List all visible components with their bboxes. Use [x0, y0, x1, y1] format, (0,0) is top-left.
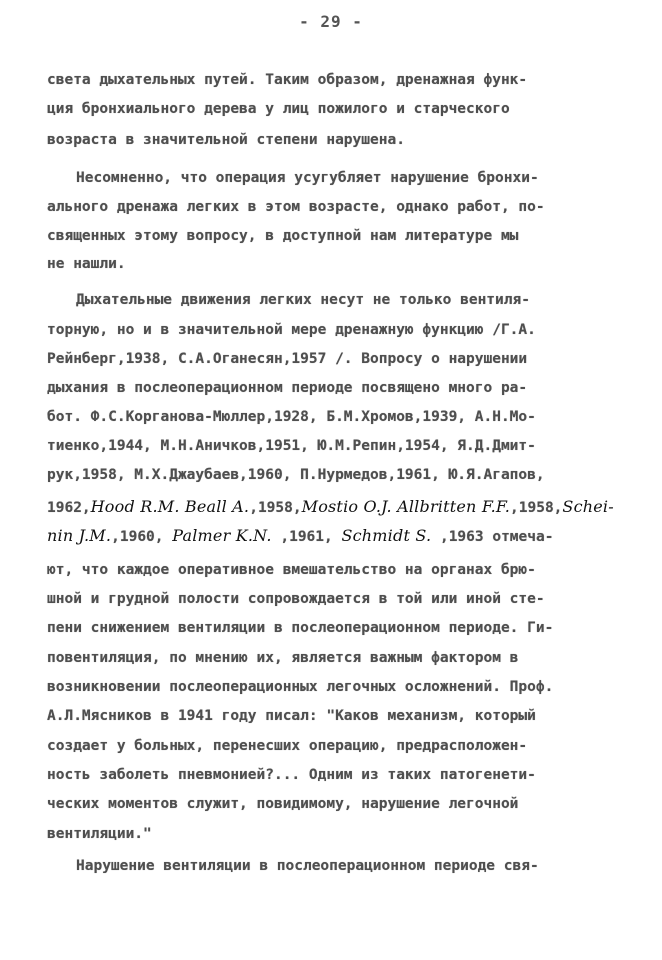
- typed-text: ческих моментов служит, повидимому, нарушение легочной: [47, 796, 519, 812]
- text-line: [47, 380, 619, 396]
- typed-text: повентиляция, по мнению их, является важным фактором в: [47, 650, 519, 666]
- typed-text: шной и грудной полости сопровождается в той или иной сте-: [47, 591, 545, 607]
- typed-text: ,1960,: [111, 529, 173, 545]
- text-line: [76, 170, 619, 186]
- typed-text: возникновении послеоперационных легочных осложнений. Проф.: [47, 679, 554, 695]
- typed-text: света дыхательных путей. Таким образом, дренажная функ-: [47, 72, 528, 88]
- text-line: [47, 438, 619, 454]
- typed-text: ют, что каждое оперативное вмешательство на органах брю-: [47, 562, 536, 578]
- typed-text: создает у больных, перенесших операцию, предрасположен-: [47, 738, 528, 754]
- text-line: [47, 796, 619, 812]
- typed-text: рук,1958, М.Х.Джаубаев,1960, П.Нурмедов,1961, Ю.Я.Агапов,: [47, 467, 545, 483]
- text-line: [47, 591, 619, 607]
- typed-text: ,1958,: [249, 500, 302, 516]
- text-line: [47, 322, 619, 338]
- text-line: [47, 738, 619, 754]
- typed-text: бот. Ф.С.Корганова-Мюллер,1928, Б.М.Хромов,1939, А.Н.Мо-: [47, 409, 536, 425]
- typed-text: ,1961,: [271, 529, 342, 545]
- text-line: [76, 292, 619, 308]
- handwritten-citation: Palmer K.N.: [172, 526, 272, 545]
- handwritten-citation: Schei-: [562, 497, 614, 516]
- typed-text: ,1958,: [510, 500, 563, 516]
- typed-text: тиенко,1944, М.Н.Аничков,1951, Ю.М.Репин,1954, Я.Д.Дмит-: [47, 438, 536, 454]
- text-line: [47, 256, 619, 272]
- typed-text: пени снижением вентиляции в послеоперационном периоде. Ги-: [47, 620, 554, 636]
- text-line: [47, 497, 619, 516]
- text-line: [47, 199, 619, 215]
- text-line: [47, 228, 619, 244]
- typed-text: Рейнберг,1938, С.А.Оганесян,1957 /. Вопросу о нарушении: [47, 351, 528, 367]
- handwritten-citation: Mostio O.J. Allbritten F.F.: [301, 497, 511, 516]
- text-line: [47, 620, 619, 636]
- text-line: [47, 132, 619, 148]
- text-line: [47, 526, 619, 545]
- typed-text: вентиляции.": [47, 826, 152, 842]
- page-number: - 29 -: [299, 12, 363, 31]
- typed-text: не нашли.: [47, 256, 126, 272]
- handwritten-citation: Hood R.M. Beall A.: [90, 497, 250, 516]
- text-line: [47, 679, 619, 695]
- typed-text: ального дренажа легких в этом возрасте, однако работ, по-: [47, 199, 545, 215]
- typed-text: торную, но и в значительной мере дренажную функцию /Г.А.: [47, 322, 536, 338]
- typed-text: Нарушение вентиляции в послеоперационном периоде свя-: [76, 858, 539, 874]
- text-line: [47, 708, 619, 724]
- text-line: [76, 858, 619, 874]
- typed-text: ,1963 отмеча-: [431, 529, 554, 545]
- text-line: [47, 562, 619, 578]
- text-line: [47, 650, 619, 666]
- text-line: [47, 101, 619, 117]
- typed-text: Несомненно, что операция усугубляет нарушение бронхи-: [76, 170, 539, 186]
- typed-text: дыхания в послеоперационном периоде посвящено много ра-: [47, 380, 528, 396]
- typed-text: А.Л.Мясников в 1941 году писал: "Каков механизм, который: [47, 708, 536, 724]
- text-line: [47, 826, 619, 842]
- text-line: [47, 409, 619, 425]
- text-line: [47, 72, 619, 88]
- text-line: [47, 467, 619, 483]
- text-line: [47, 767, 619, 783]
- handwritten-citation: Schmidt S.: [341, 526, 432, 545]
- typed-text: 1962,: [47, 500, 91, 516]
- typed-text: Дыхательные движения легких несут не только вентиля-: [76, 292, 530, 308]
- typed-text: возраста в значительной степени нарушена.: [47, 132, 405, 148]
- text-line: [47, 351, 619, 367]
- typed-text: ция бронхиального дерева у лиц пожилого и старческого: [47, 101, 510, 117]
- typed-text: ность заболеть пневмонией?... Одним из таких патогенети-: [47, 767, 536, 783]
- typed-text: священных этому вопросу, в доступной нам литературе мы: [47, 228, 519, 244]
- handwritten-citation: nin J.M.: [47, 526, 112, 545]
